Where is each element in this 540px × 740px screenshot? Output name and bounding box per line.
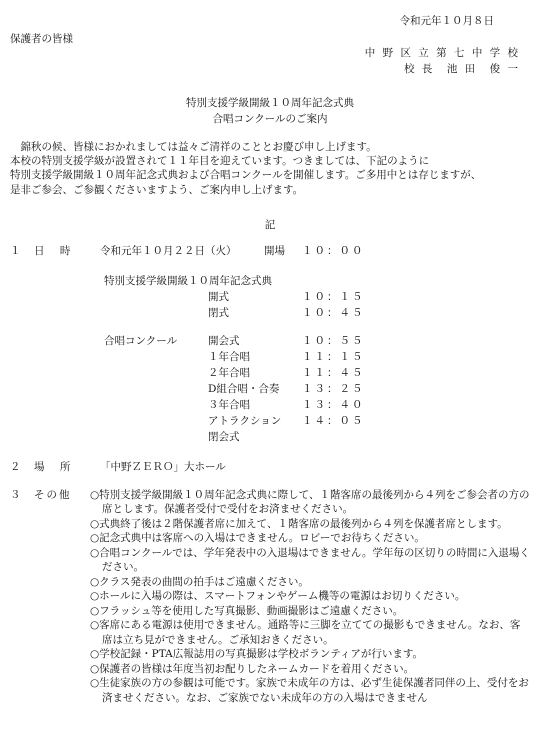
venue: 「中野ＺＥＲＯ」大ホール	[100, 461, 226, 473]
open-time: １０：００	[302, 245, 365, 257]
schedule-item: ２年合唱	[208, 367, 250, 379]
document-subtitle: 合唱コンクールのご案内	[212, 113, 328, 125]
schedule-time: １１：１５	[302, 351, 365, 363]
schedule-time: １３：４０	[302, 399, 365, 411]
item2-number: ２	[10, 461, 21, 473]
body-line: 本校の特別支援学級が設置されて１１年目を迎えています。つきましては、下記のように	[10, 155, 430, 168]
note-item: ○クラス発表の曲間の拍手はご遠慮ください。	[90, 575, 309, 588]
open-label: 開場	[264, 245, 285, 257]
item3-number: ３	[10, 489, 21, 501]
note-item: ○特別支援学級開級１０周年記念式典に際して、１階客席の最後列から４列をご参会者の方の席とします。保護者受付で受付をお済ませください。	[90, 489, 530, 516]
schedule-item: 開会式	[208, 335, 240, 347]
item1-label: 日 時	[34, 245, 77, 257]
notes-list	[90, 488, 530, 705]
ceremony-name: 特別支援学級開級１０周年記念式典	[104, 275, 272, 287]
event-date: 令和元年１０月２２日（火）	[100, 245, 237, 257]
schedule-time: １０：５５	[302, 335, 365, 347]
note-item: ○式典終了後は２階保護者席に加えて、１階客席の最後列から４列を保護者席とします。	[90, 517, 508, 530]
item1-number: １	[10, 245, 21, 257]
schedule-item: 開式	[208, 291, 229, 303]
document-title: 特別支援学級開級１０周年記念式典	[186, 97, 354, 109]
schedule-time: １１：４５	[302, 367, 365, 379]
ki-heading: 記	[264, 219, 276, 231]
schedule-time: １０：４５	[302, 307, 365, 319]
schedule-item: 閉会式	[208, 431, 240, 443]
note-item: ○記念式典中は客席への入場はできません。ロビーでお待ちください。	[90, 532, 425, 545]
sender-principal: 校 長 池 田 俊 一	[403, 63, 520, 75]
schedule-item: ３年合唱	[208, 399, 250, 411]
item3-label: その他	[34, 489, 72, 501]
greeting-body	[10, 140, 530, 197]
schedule-item: アトラクション	[208, 415, 282, 427]
schedule-time: １０：１５	[302, 291, 365, 303]
note-item: ○合唱コンクールでは、学年発表中の入退場はできません。学年毎の区切りの時間に入退場ください。	[90, 546, 530, 574]
concert-name: 合唱コンクール	[104, 335, 178, 347]
note-item: ○生徒家族の方の参観は可能です。家族で未成年の方は、必ず生徒保護者同伴の上、受付をお済ませください。なお、ご家族でない未成年の方の入場はできません	[90, 677, 529, 704]
note-item: ○フラッシュ等を使用した写真撮影、動画撮影はご遠慮ください。	[90, 604, 404, 617]
note-item: ○保護者の皆様は年度当初お配りしたネームカードを着用ください。	[90, 662, 415, 675]
schedule-time: １４：０５	[302, 415, 365, 427]
body-line: 錦秋の候、皆様におかれましては益々ご清祥のこととお慶び申し上げます。	[10, 141, 377, 153]
schedule-time: １３：２５	[302, 383, 365, 395]
note-item: ○ホールに入場の際は、スマートフォンやゲーム機等の電源はお切りください。	[90, 590, 466, 603]
schedule-item: D組合唱・合奏	[208, 383, 280, 395]
recipient: 保護者の皆様	[10, 33, 73, 45]
schedule-item: 閉式	[208, 307, 229, 319]
sender-school: 中 野 区 立 第 七 中 学 校	[364, 47, 520, 59]
schedule-item: １年合唱	[208, 351, 250, 363]
note-item: ○客席にある電源は使用できません。通路等に三脚を立てての撮影もできません。なお、客席は立ち見ができません。ご承知おきください。	[90, 619, 521, 646]
note-item: ○学校記録・PTA広報誌用の写真撮影は学校ボランティアが行います。	[90, 648, 424, 661]
item2-label: 場 所	[34, 461, 77, 473]
body-line: 是非ご参会、ご参観くださいますよう、ご案内申し上げます。	[10, 183, 304, 196]
body-line: 特別支援学級開級１０周年記念式典および合唱コンクールを開催します。ご多用中とは存じますが、	[10, 169, 482, 182]
letter-date: 令和元年１０月８日	[399, 15, 494, 27]
